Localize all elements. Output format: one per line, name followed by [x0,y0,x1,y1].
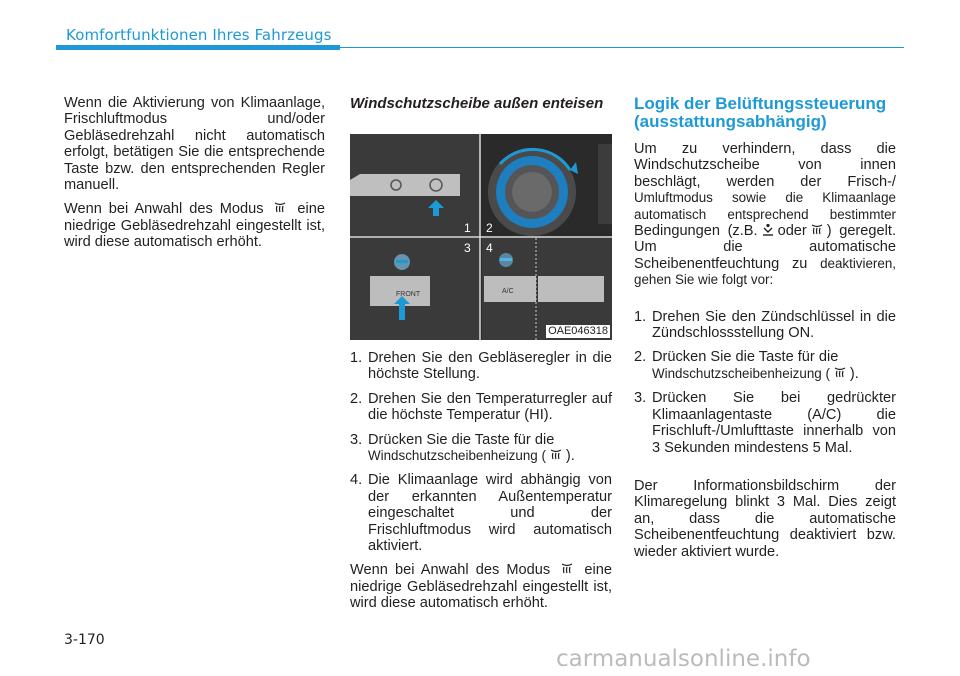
floor-defrost-mode-icon [761,223,775,237]
step-text: Drehen Sie den Gebläseregler in die höchste Stellung. [368,350,612,383]
step-text: Die Klimaanlage wird abhängig von der erkannten Außentemperatur eingeschaltet und der Frischluftmodus wird automatisch aktiviert. [368,472,612,555]
paragraph-text: ) geregelt. Um die automatische Scheibenentfeuchtung zu [634,223,896,272]
step-number: 1. [350,350,363,366]
step-text: Windschutzscheibenheizung ( [652,365,830,381]
column-left [64,95,325,259]
step-item [634,309,896,342]
step-text: Drücken Sie die Taste für die [652,349,839,366]
paragraph: Der Informationsbildschirm der Klimaregelung blinkt 3 Mal. Dies zeigt an, dass die automatische Scheibenentfeuchtung deaktiviert bzw. wieder aktiviert wurde. [634,477,896,560]
watermark: carmanualsonline.info [556,646,811,672]
page-number: 3-170 [64,632,105,648]
step-text: Drücken Sie die Taste für die [368,431,555,448]
header-rule [340,47,904,48]
section-title: Komfortfunktionen Ihres Fahrzeugs [66,26,332,44]
paragraph-text: deaktivieren, gehen Sie wie folgt vor: [634,255,896,288]
step-item [634,390,896,456]
paragraph-text: Wenn bei Anwahl des Modus [350,562,551,579]
step-item [350,391,612,424]
paragraph-text: oder [777,223,807,240]
windshield-defrost-icon [833,366,847,380]
column-middle [350,95,612,620]
step-text: Drücken Sie bei gedrückter Klimaanlagentaste (A/C) die Frischluft-/Umlufttaste innerhalb von 3 Sekunden mindestens 5 Mal. [652,390,896,456]
header-accent-bar [56,45,340,50]
paragraph [64,201,325,250]
figure-number-3: 3 [464,241,471,255]
step-number: 1. [634,308,647,325]
step-text: ). [849,365,859,382]
figure-code: OAE046318 [548,325,608,337]
step-item [350,472,612,554]
step-text: ). [565,448,575,465]
ac-button-label: A/C [502,288,514,295]
paragraph-text: Wenn bei Anwahl des Modus [64,201,264,218]
paragraph-text: eine niedrige Gebläsedrehzahl eingestellt ist, wird diese automatisch erhöht. [350,562,612,612]
figure-number-4: 4 [486,241,493,255]
paragraph [634,141,896,289]
figure-number-2: 2 [486,221,493,235]
step-number: 2. [350,390,363,407]
step-number: 3. [350,431,363,448]
step-item [350,432,612,465]
paragraph-text: Bedingungen (z.B. [634,223,758,240]
windshield-defrost-icon [549,448,563,462]
step-item [350,350,612,383]
step-text: Windschutzscheibenheizung ( [368,448,546,464]
step-number: 3. [634,390,647,407]
defrost-icon [273,201,287,215]
paragraph-text: Um zu verhindern, dass die Windschutzscheibe von innen beschlägt, werden der Frisch-/ [634,141,896,190]
step-text: Drehen Sie den Temperaturregler auf die höchste Temperatur (HI). [368,390,612,424]
step-number: 4. [350,472,363,489]
figure-number-1: 1 [464,221,471,235]
section-heading: Logik der Belüftungssteuerung (ausstattungsabhängig) [634,94,887,131]
step-text: Drehen Sie den Zündschlüssel in die Zündschlossstellung ON. [652,308,896,342]
front-button-label: FRONT [396,291,421,298]
subheading: Windschutzscheibe außen enteisen [350,95,604,112]
paragraph: Wenn die Aktivierung von Klimaanlage, Frischluftmodus und/oder Gebläsedrehzahl nicht automatisch erfolgt, betätigen Sie die entsprechende Taste bzw. den entsprechenden Regler manuell. [64,95,325,194]
control-panel-figure [350,134,612,340]
paragraph-text: Umluftmodus sowie die Klimaanlage automatisch entsprechend bestimmter [634,190,896,222]
defrost-icon [810,223,824,237]
paragraph [350,562,612,611]
step-number: 2. [634,349,647,366]
control-panel-illustration [350,134,612,340]
paragraph-text: eine niedrige Gebläsedrehzahl eingestellt ist, wird diese automatisch erhöht. [64,201,325,251]
defrost-icon [560,562,574,576]
step-item [634,349,896,382]
column-right [634,95,896,568]
